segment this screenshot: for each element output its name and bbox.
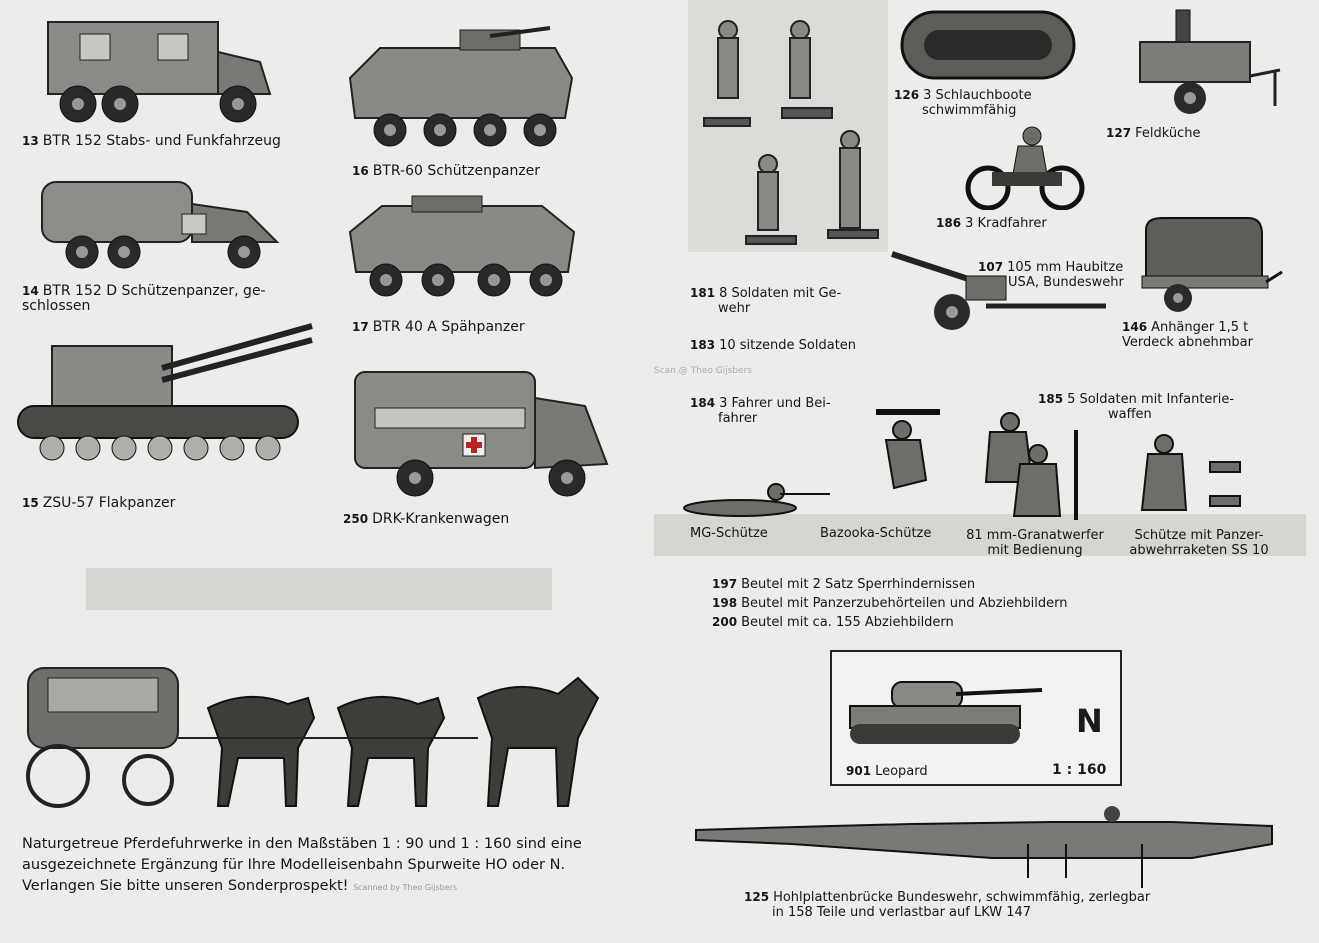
item-181-caption: 181 8 Soldaten mit Ge- wehr xyxy=(690,286,842,316)
scan-credit-bottom: Scanned by Theo Gijsbers xyxy=(353,883,458,892)
btr60-image xyxy=(340,18,580,153)
item-13-caption: 13 BTR 152 Stabs- und Funkfahrzeug xyxy=(22,133,281,149)
scan-credit-center: Scan @ Theo Gijsbers xyxy=(654,366,753,376)
horse-text: Naturgetreue Pferdefuhrwerke in den Maßstäben 1 : 90 und 1 : 160 sind eine ausgezeichnete Ergänzung für Ihre Modelleisenbahn Spurweite HO oder N. Verlangen Sie bitte unseren Sonderprospekt! Scanned by Theo Gijsbers xyxy=(22,836,582,894)
motorcycle-image xyxy=(962,120,1088,210)
item-183-caption: 183 10 sitzende Soldaten xyxy=(690,338,857,353)
item-250-caption: 250 DRK-Krankenwagen xyxy=(343,511,510,527)
field-kitchen-image xyxy=(1130,6,1290,118)
label-panzerabwehr: Schütze mit Panzer- abwehrraketen SS 10 xyxy=(1129,528,1269,558)
item-126-caption: 126 3 Schlauchboote schwimmfähig xyxy=(894,88,1032,118)
pontoon-bridge-image xyxy=(692,800,1278,896)
btr40a-image xyxy=(342,192,582,304)
item-146-caption: 146 Anhänger 1,5 t Verdeck abnehmbar xyxy=(1122,320,1253,350)
infantry-weapons-image xyxy=(680,400,1280,528)
beutel-list xyxy=(712,575,1068,632)
btr152-staff-vehicle-image xyxy=(40,12,280,130)
trailer-image xyxy=(1138,214,1284,318)
drk-ambulance-image xyxy=(345,368,615,500)
rubber-boats-image xyxy=(898,6,1078,86)
beutel-200: 200 Beutel mit ca. 155 Abziehbildern xyxy=(712,615,954,630)
btr152d-image xyxy=(32,174,292,274)
leopard-scale: 1 : 160 xyxy=(1052,762,1107,778)
beutel-198: 198 Beutel mit Panzerzubehörteilen und Abziehbildern xyxy=(712,596,1068,611)
item-185-caption: 185 5 Soldaten mit Infanterie- waffen xyxy=(1038,392,1235,422)
item-186-caption: 186 3 Kradfahrer xyxy=(936,216,1047,231)
item-127-caption: 127 Feldküche xyxy=(1106,126,1201,141)
beutel-197: 197 Beutel mit 2 Satz Sperrhindernissen xyxy=(712,577,976,592)
blank-band xyxy=(86,568,552,610)
stagecoach-image xyxy=(8,638,608,814)
item-901-caption: 901 Leopard xyxy=(846,764,928,779)
item-125-caption: 125 Hohlplattenbrücke Bundeswehr, schwimmfähig, zerlegbar in 158 Teile und verlastbar auf LKW 147 xyxy=(744,890,1151,920)
label-mg-schuetze: MG-Schütze xyxy=(690,526,768,541)
item-14-caption: 14 BTR 152 D Schützenpanzer, ge- schlossen xyxy=(22,283,266,314)
zsu57-image xyxy=(12,318,322,476)
item-107-caption: 107 105 mm Haubitze USA, Bundeswehr xyxy=(978,260,1124,290)
standing-soldiers-image xyxy=(690,8,890,248)
item-15-caption: 15 ZSU-57 Flakpanzer xyxy=(22,495,176,511)
n-scale-letter: N xyxy=(1076,702,1103,740)
label-granatwerfer: 81 mm-Granatwerfer mit Bedienung xyxy=(966,528,1104,558)
label-bazooka-schuetze: Bazooka-Schütze xyxy=(820,526,932,541)
item-17-caption: 17 BTR 40 A Spähpanzer xyxy=(352,319,525,335)
leopard-tank-image xyxy=(846,674,1046,750)
item-184-caption: 184 3 Fahrer und Bei- fahrer xyxy=(690,396,831,426)
item-16-caption: 16 BTR-60 Schützenpanzer xyxy=(352,163,541,179)
